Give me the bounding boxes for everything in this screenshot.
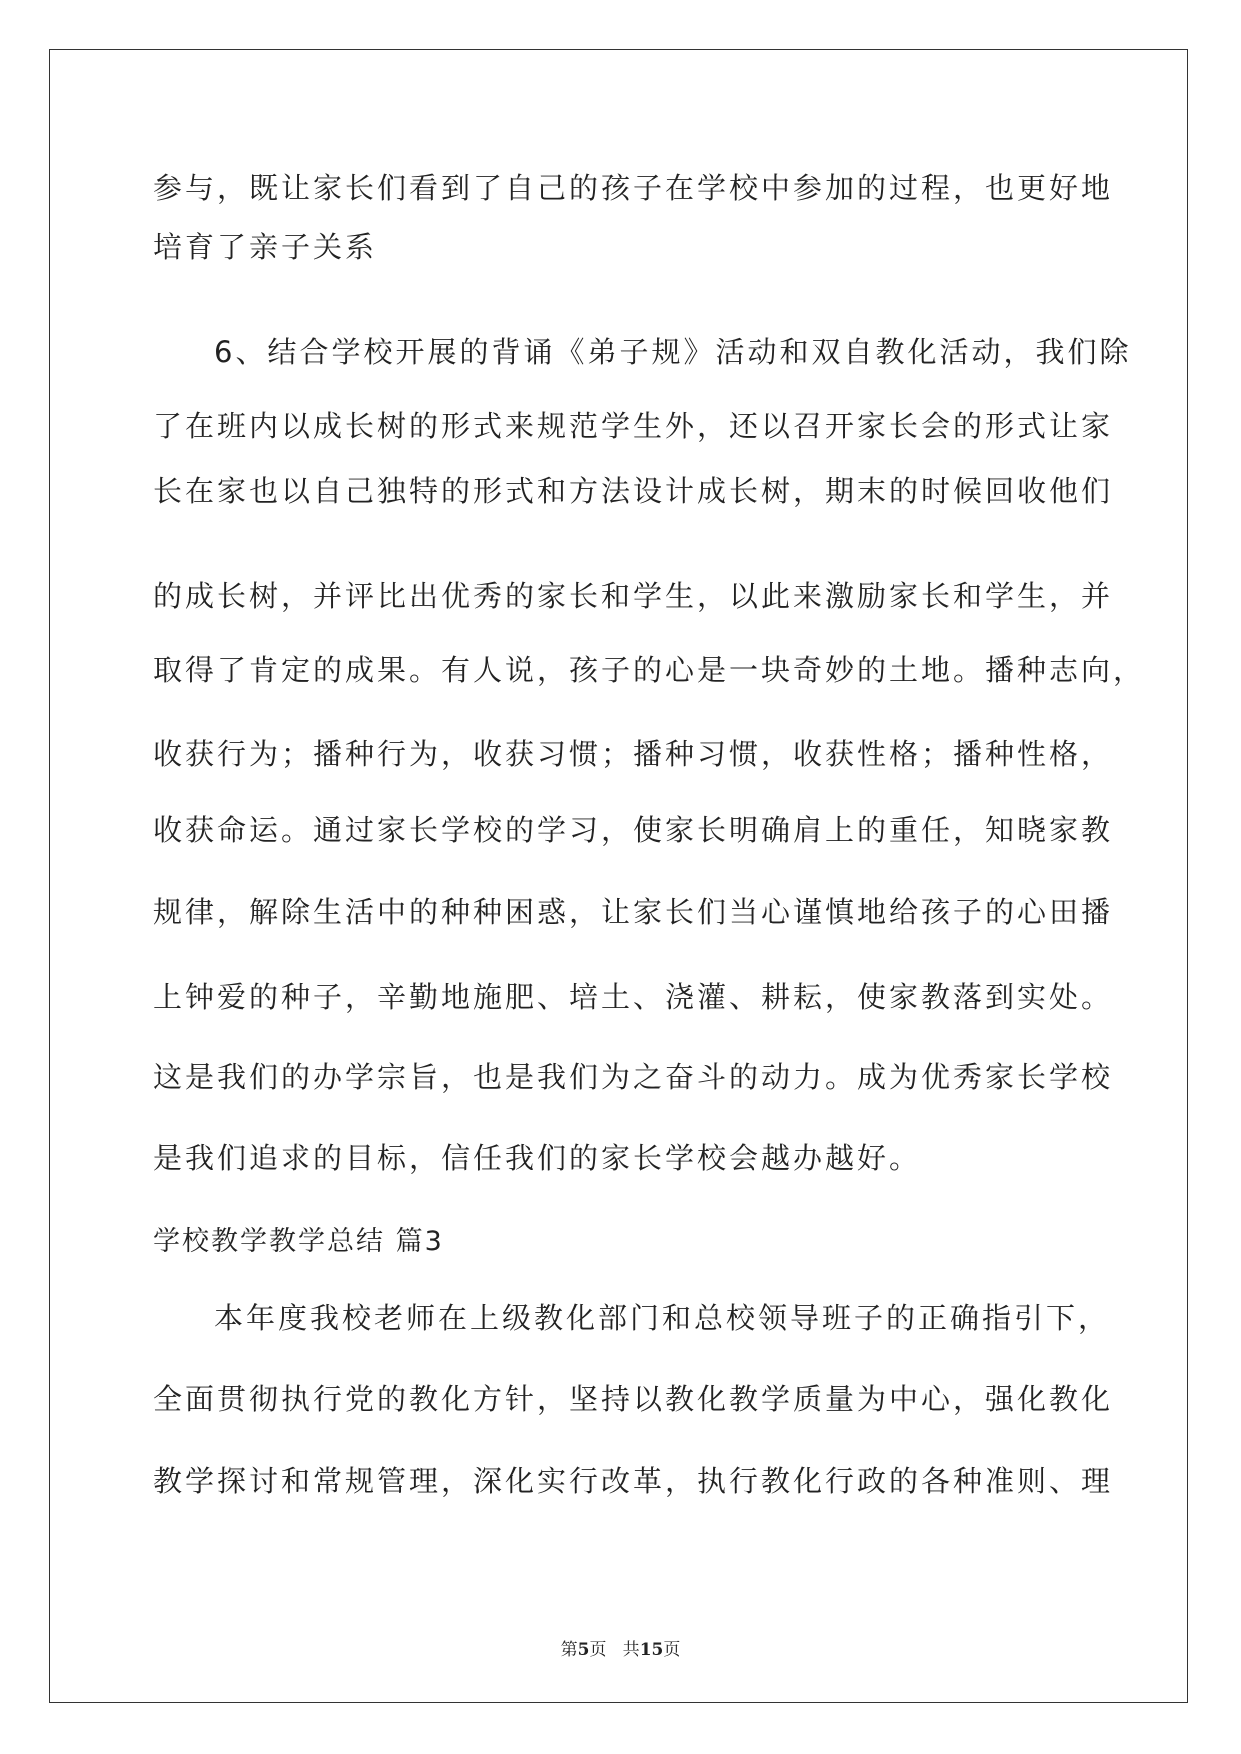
paragraph-line: 上钟爱的种子，辛勤地施肥、培土、浇灌、耕耘，使家教落到实处。 [153,980,1114,1014]
paragraph-line: 教学探讨和常规管理，深化实行改革，执行教化行政的各种准则、理 [153,1464,1114,1498]
paragraph-line: 是我们追求的目标，信任我们的家长学校会越办越好。 [153,1141,922,1175]
paragraph-line: 6、结合学校开展的背诵《弟子规》活动和双自教化活动，我们除 [214,335,1132,369]
paragraph-line: 的成长树，并评比出优秀的家长和学生，以此来激励家长和学生，并 [153,579,1114,613]
paragraph-line: 长在家也以自己独特的形式和方法设计成长树，期末的时候回收他们 [153,474,1114,508]
paragraph-line: 培育了亲子关系 [153,230,378,264]
page-label-mid: 页 共 [589,1640,640,1660]
paragraph-line: 本年度我校老师在上级教化部门和总校领导班子的正确指引下， [214,1301,1111,1335]
page-label-prefix: 第 [560,1640,578,1660]
page-footer [0,1635,1241,1660]
page-number-current: 5 [577,1640,590,1660]
paragraph-line: 收获命运。通过家长学校的学习，使家长明确肩上的重任，知晓家教 [153,813,1114,847]
paragraph-line: 这是我们的办学宗旨，也是我们为之奋斗的动力。成为优秀家长学校 [153,1060,1114,1094]
paragraph-line: 参与，既让家长们看到了自己的孩子在学校中参加的过程，也更好地 [153,171,1114,205]
section-heading: 学校教学教学总结 篇3 [153,1226,444,1257]
page-border [49,49,1188,1703]
paragraph-line: 规律，解除生活中的种种困惑，让家长们当心谨慎地给孩子的心田播 [153,895,1114,929]
paragraph-line: 取得了肯定的成果。有人说，孩子的心是一块奇妙的土地。播种志向， [153,653,1146,687]
page-number-total: 15 [639,1640,664,1660]
paragraph-line: 收获行为；播种行为，收获习惯；播种习惯，收获性格；播种性格， [153,737,1114,771]
page-label-suffix: 页 [663,1640,681,1660]
paragraph-line: 全面贯彻执行党的教化方针，坚持以教化教学质量为中心，强化教化 [153,1382,1114,1416]
paragraph-line: 了在班内以成长树的形式来规范学生外，还以召开家长会的形式让家 [153,409,1114,443]
